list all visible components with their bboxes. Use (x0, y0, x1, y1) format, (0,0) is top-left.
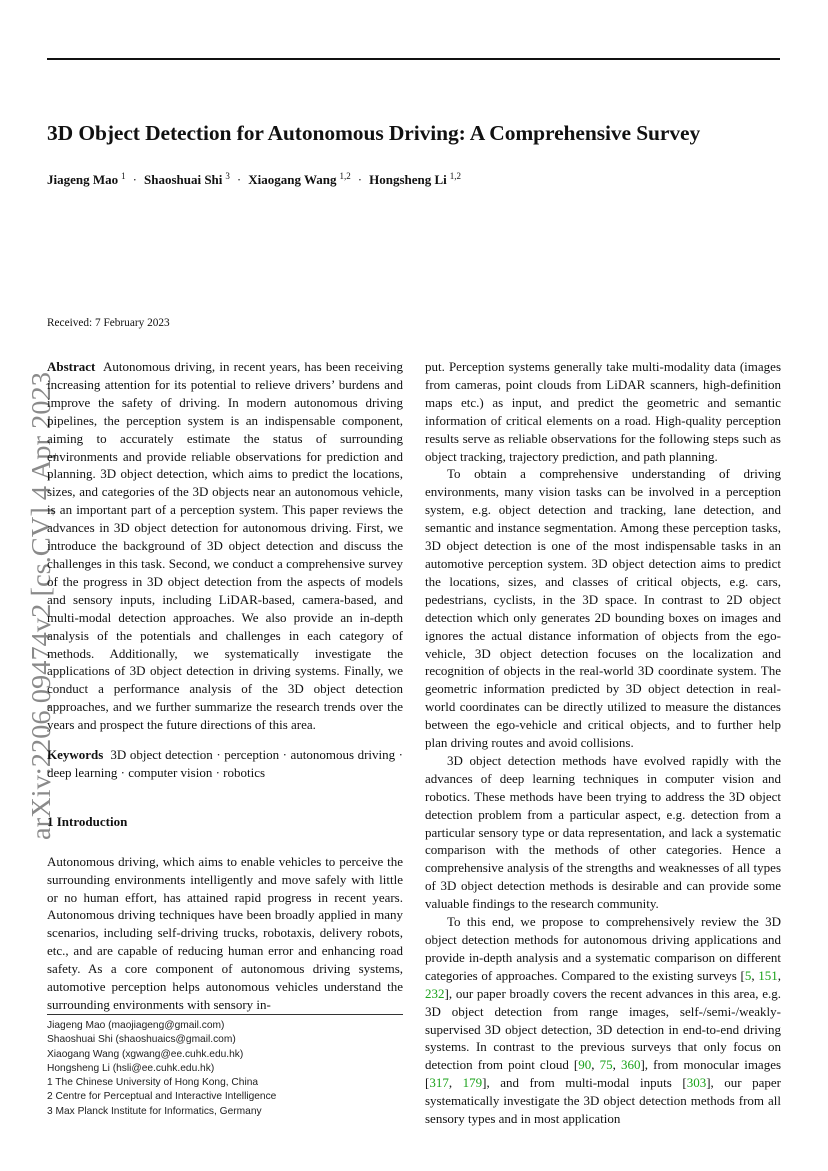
intro-paragraph-1 (47, 853, 403, 1014)
top-rule (47, 58, 780, 60)
paragraph-text: ], and from multi-modal inputs [ (482, 1075, 687, 1091)
footnote-line: 3 Max Planck Institute for Informatics, Germany (47, 1105, 262, 1117)
author-separator: · (132, 172, 137, 187)
author-separator: · (236, 172, 242, 187)
intro-paragraph-3: 3D object detection methods have evolved rapidly with the advances of deep learning techniques in computer vision and robotics. These methods have been trying to address the 3D object detection problem from a particular aspect, e.g. detection from a particular sensory type or data representation, and lack a systematic comparison with the methods of other categories. Hence a comprehensive analysis of the strengths and weaknesses of all types of 3D object detection methods is desirable and can provide some valuable findings to the research community. (425, 752, 781, 912)
abstract-label: Abstract (47, 359, 96, 374)
intro-paragraph-1-continued: put. Perception systems generally take multi-modality data (images from cameras, point clouds from LiDAR scanners, high-definition maps etc.) as input, and predict the geometric and semantic information of critical elements on a road. High-quality perception results serve as reliable observations for the following steps such as object tracking, trajectory prediction, and path planning. (425, 359, 781, 464)
footnote-line: 1 The Chinese University of Hong Kong, China (47, 1077, 259, 1089)
citation-link[interactable]: 179 (462, 1075, 483, 1091)
author-affiliation: 1,2 (449, 171, 462, 181)
footnote-line: Xiaogang Wang (xgwang@ee.cuhk.edu.hk) (47, 1048, 244, 1060)
citation-link[interactable]: 90 (578, 1057, 592, 1073)
paragraph-text: ], our paper broadly covers the recent advances in this area, e.g. 3D object detection from range images, self-/semi-/weakly-supervised 3D object detection, 3D detection in end-to-end driving systems. In contrast to the previous surveys that only focus on detection from point cloud [ (425, 985, 781, 1073)
citation-link[interactable]: 75 (599, 1057, 613, 1073)
footnote-rule (47, 1014, 403, 1015)
author-name: Jiageng Mao (47, 172, 119, 187)
intro-paragraph-1-text: Autonomous driving, which aims to enable vehicles to perceive the surrounding environments intelligently and move safely with little or no human effort, has attained rapid progress in recent years. Autonomous driving techniques have been broadly applied in many scenarios, including self-driving trucks, robotaxis, delivery robots, etc., and are capable of reducing human error and enhancing road safety. As a core component of autonomous driving systems, automotive perception helps autonomous vehicles understand the surrounding environments with sensory in- (47, 853, 403, 1012)
intro-paragraph-2: To obtain a comprehensive understanding of driving environments, many vision tasks can be involved in a perception system, e.g. object detection and tracking, lane detection, and semantic and instance segmentation. Among these perception tasks, 3D object detection is one of the most indispensable tasks in an automotive perception system. 3D object detection aims to predict the locations, sizes, and classes of critical objects, e.g. cars, pedestrians, cyclists, in the 3D space. In contrast to 2D object detection which only generates 2D bounding boxes on images and ignores the actual distance information of objects from the ego-vehicle, 3D object detection focuses on the localization and recognition of objects in the real-world 3D coordinate system. The geometric information predicted by 3D object detection in real-world coordinates can be directly utilized to measure the distances between the ego-vehicle and critical objects, and to further help plan driving routes and avoid collisions. (425, 466, 781, 751)
left-column (47, 358, 403, 1014)
footnote-line: Jiageng Mao (maojiageng@gmail.com) (47, 1020, 225, 1031)
citation-link[interactable]: 151 (758, 967, 778, 983)
paragraph-text: To this end, we propose to comprehensively review the 3D object detection methods for autonomous driving applications and provide in-depth analysis and a systematic comparison on different categories of approaches. Compared to the existing surveys [ (425, 914, 781, 983)
author-list (47, 171, 461, 188)
citation-link[interactable]: 232 (425, 985, 445, 1001)
author-affiliation: 1,2 (339, 171, 351, 181)
abstract (47, 358, 403, 734)
keywords-label: Keywords (47, 747, 104, 763)
keywords (47, 746, 403, 782)
footnotes (47, 1019, 276, 1119)
citation-link[interactable]: 317 (429, 1075, 449, 1091)
intro-paragraph-4: To this end, we propose to comprehensively review the 3D object detection methods for autonomous driving applications and provide in-depth analysis and a systematic comparison on different categories of approaches. Compared to the existing surveys [5, 151, 232], our paper broadly covers the recent advances in this area, e.g. 3D object detection from range images, self-/semi-/weakly-supervised 3D object detection, 3D detection in end-to-end driving systems. In contrast to the previous surveys that only focus on detection from point cloud [90, 75, 360], from monocular images [317, 179], and from multi-modal inputs [303], our paper systematically investigate the 3D object detection methods from all sensory types and in most application (425, 914, 782, 1127)
citation-link[interactable]: 5 (744, 967, 752, 983)
paragraph-text: ], our paper systematically investigate the 3D object detection methods from all sensory types and in most application (425, 1075, 781, 1127)
section-heading-introduction: 1 Introduction (47, 813, 128, 829)
author-name: Xiaogang Wang (248, 172, 337, 187)
author-affiliation: 3 (225, 171, 230, 181)
author-name: Hongsheng Li (369, 172, 447, 187)
author-affiliation: 1 (121, 171, 126, 181)
footnote-line: Shaoshuai Shi (shaoshuaics@gmail.com) (47, 1034, 236, 1046)
author-separator: · (357, 172, 363, 187)
right-column (425, 358, 781, 1128)
arxiv-id-text: arXiv:2206.09474v2 [cs.CV] 4 Apr 2023 (26, 396, 56, 840)
abstract-text: Autonomous driving, in recent years, has been receiving increasing attention for its potential to relieve drivers’ burdens and improve the safety of driving. In modern autonomous driving pipelines, the perception system is an indispensable component, aiming to accurately estimate the status of surrounding environments and provide reliable observations for prediction and planning. 3D object detection, which aims to predict the locations, sizes, and categories of the 3D objects near an autonomous vehicle, is an important part of a perception system. This paper reviews the advances in 3D object detection for autonomous driving. First, we introduce the background of 3D object detection and discuss the challenges in this task. Second, we conduct a comprehensive survey of the progress in 3D object detection from the aspects of models and sensory inputs, including LiDAR-based, camera-based, and multi-modal detection approaches. We also provide an in-depth analysis of the potentials and challenges in each category of methods. Additionally, we systematically investigate the applications of 3D object detection in driving systems. Finally, we conduct a performance analysis of the 3D object detection approaches, and we further summarize the research trends over the years and prospect the future directions of this area. (47, 359, 403, 733)
paragraph-text: ], from monocular images [ (425, 1057, 782, 1091)
footnote-line: 2 Centre for Perceptual and Interactive Intelligence (47, 1091, 277, 1103)
paper-title: 3D Object Detection for Autonomous Driving: A Comprehensive Survey (47, 121, 701, 145)
keywords-text: 3D object detection · perception · autonomous driving · deep learning · computer vision · robotics (47, 747, 403, 780)
citation-link[interactable]: 360 (620, 1057, 641, 1073)
footnote-line: Hongsheng Li (hsli@ee.cuhk.edu.hk) (47, 1062, 215, 1074)
received-date: Received: 7 February 2023 (47, 317, 170, 329)
citation-link[interactable]: 303 (686, 1075, 707, 1091)
author-name: Shaoshuai Shi (143, 172, 223, 187)
